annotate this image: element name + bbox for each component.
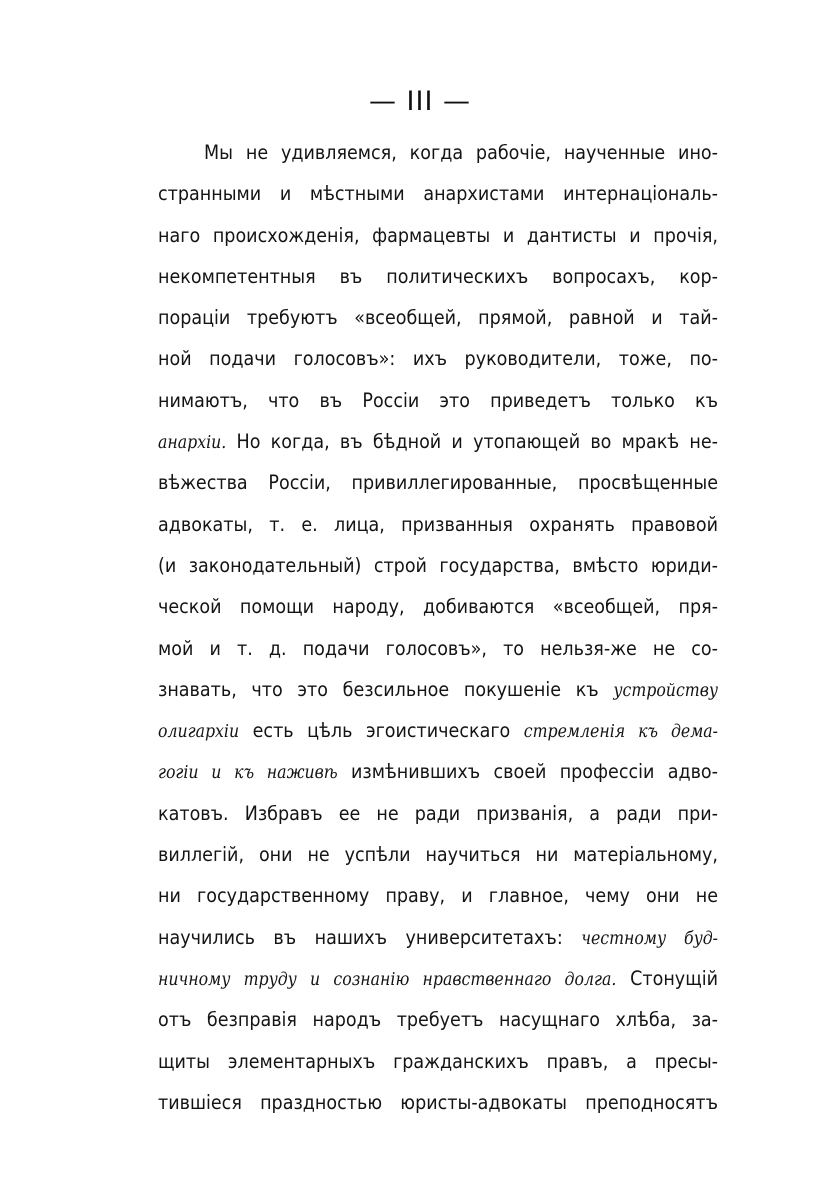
text-segment: адвокаты, т. е. лица, призванныя охранять правовой <box>158 512 718 536</box>
text-segment: Но когда, въ бѣдной и утопающей во мракѣ не- <box>226 430 718 454</box>
text-segment: научились въ нашихъ университетахъ: <box>158 925 582 949</box>
text-line <box>158 710 718 751</box>
text-segment: вѣжества Россіи, привиллегированные, просвѣщенные <box>158 471 718 495</box>
page-number: — III — <box>368 86 472 117</box>
text-line <box>158 462 718 503</box>
text-segment: Мы не удивляемся, когда рабочіе, наученные ино- <box>204 141 718 164</box>
text-segment: наго происхожденія, фармацевты и дантисты и прочія, <box>158 223 718 247</box>
italic-text-segment: анархіи. <box>158 433 227 454</box>
italic-text-segment: ничному труду и сознанію нравственнаго долга. <box>158 969 617 990</box>
text-segment: мой и т. д. подачи голосовъ», то нельзя-же не со- <box>158 636 718 660</box>
text-segment: знавать, что это безсильное покушеніе къ <box>158 677 614 701</box>
text-segment: виллегій, они не успѣли научиться ни матеріальному, <box>158 843 718 867</box>
text-segment: есть цѣль эгоистическаго <box>239 719 524 743</box>
text-line <box>158 669 718 710</box>
text-line <box>158 793 718 834</box>
text-segment: измѣнившихъ своей профессіи адво- <box>337 760 718 784</box>
text-segment: Стонущій <box>616 966 718 990</box>
text-line <box>158 215 718 256</box>
text-line <box>158 1082 718 1123</box>
text-segment: ной подачи голосовъ»: ихъ руководители, тоже, по- <box>158 347 718 371</box>
text-line <box>158 1041 718 1082</box>
text-line <box>158 834 718 875</box>
text-segment: пораціи требуютъ «всеобщей, прямой, равной и тай- <box>158 306 718 330</box>
text-line <box>158 917 718 958</box>
text-segment: ческой помощи народу, добиваются «всеобщей, пря- <box>158 595 718 619</box>
text-line <box>158 338 718 379</box>
text-segment: (и законодательный) строй государства, вмѣсто юриди- <box>158 553 718 577</box>
italic-text-segment: олигархіи <box>158 722 240 743</box>
text-segment: нимаютъ, что въ Россіи это приведетъ только къ <box>158 388 718 412</box>
text-line <box>158 751 718 792</box>
text-line <box>158 545 718 586</box>
text-segment: странными и мѣстными анархистами интернаціональ- <box>158 182 718 206</box>
text-segment: тившіеся праздностью юристы-адвокаты преподносятъ <box>158 1090 718 1114</box>
text-line <box>158 173 718 214</box>
italic-text-segment: стремленія къ дема- <box>523 722 718 743</box>
body-text <box>158 132 718 1123</box>
text-line <box>158 999 718 1040</box>
italic-text-segment: устройству <box>613 680 718 701</box>
text-line <box>158 586 718 627</box>
text-line <box>158 380 718 421</box>
text-segment: некомпетентныя въ политическихъ вопросахъ, кор- <box>158 264 718 288</box>
text-line <box>158 132 718 173</box>
text-segment: катовъ. Избравъ ее не ради призванія, а ради при- <box>158 801 718 825</box>
italic-text-segment: гогіи и къ наживѣ <box>158 763 338 784</box>
text-line <box>158 958 718 999</box>
text-line <box>158 256 718 297</box>
text-line <box>158 421 718 462</box>
text-line <box>158 875 718 916</box>
text-segment: отъ безправія народъ требуетъ насущнаго хлѣба, за- <box>158 1008 718 1032</box>
text-segment: ни государственному праву, и главное, чему они не <box>158 884 718 908</box>
text-line <box>158 504 718 545</box>
text-line <box>158 628 718 669</box>
italic-text-segment: честному буд- <box>581 928 719 949</box>
text-line <box>158 297 718 338</box>
text-segment: щиты элементарныхъ гражданскихъ правъ, а пресы- <box>158 1049 718 1073</box>
